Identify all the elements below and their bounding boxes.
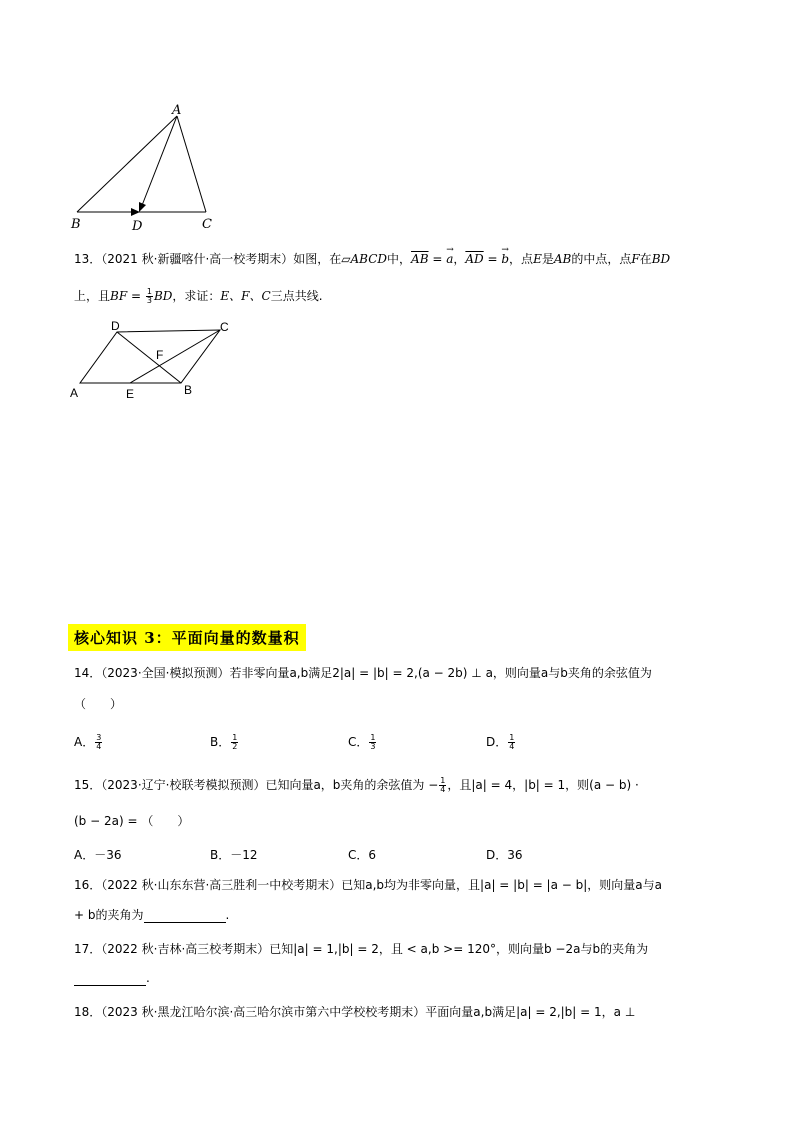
question-number: 14． [74,666,102,680]
question-number: 16． [74,878,102,892]
answer-blank[interactable] [74,973,146,986]
numerator: 1 [440,776,446,785]
question-text: 在 [639,252,652,266]
arrowhead-bd [131,208,140,216]
question-15-line-2: (b − 2a) = （ ） [74,814,190,828]
vector-b: → b [501,251,509,267]
option-label: B． [210,735,231,749]
triangle-figure [60,98,230,236]
numerator: 1 [146,287,152,296]
label-b: B [71,217,81,232]
option-d: D．36 [486,848,523,862]
side-ac [177,116,206,212]
option-a [74,733,103,751]
segment-ab: AB [553,252,572,266]
numerator: 3 [96,733,102,742]
vector-ab: $\overline{AB}$ [411,252,429,266]
question-text: 是 [541,252,554,266]
label-c: C [220,320,229,334]
diagonal-bd [117,332,181,383]
question-source: （2021 秋·新疆喀什·高一校考期末） [101,252,294,266]
label-d: D [132,219,143,234]
numerator: 1 [232,733,238,742]
parallelogram-figure [64,318,244,404]
segment-bd: BD [651,252,671,266]
option-c: C．6 [348,848,377,862]
question-13-line-1 [74,251,670,267]
question-text: 若非零向量a,b满足2|a| = |b| = 2,(a − 2b) ⊥ a，则向量a与b夹角的余弦值为 [229,666,652,680]
label-d: D [111,319,120,333]
question-source: （2023 秋·黑龙江哈尔滨·高三哈尔滨市第六中学校校考期末） [101,1005,426,1019]
equals-sign: = [127,289,145,303]
question-16-line-2 [74,907,229,923]
question-16-line-1 [74,877,662,893]
option-label: A． [74,735,95,749]
option-label: D． [486,735,508,749]
option-c [348,733,377,751]
option-fraction [231,734,238,751]
question-text: ，且|a| = 4，|b| = 1，则(a − b) · [447,778,639,792]
numerator: 1 [509,733,515,742]
question-source: （2023·全国·模拟预测） [101,666,230,680]
vector-a: → a [446,251,453,267]
segment-ec [130,330,220,383]
option-fraction [508,734,515,751]
question-15-line-1 [74,777,639,794]
option-fraction [369,734,376,751]
equals-sign: = [483,252,502,266]
question-text: 已知向量a，b夹角的余弦值为 − [265,778,439,792]
label-c: C [202,217,212,232]
fraction-one-third [146,288,153,305]
section-heading: 核心知识 3：平面向量的数量积 [68,624,306,651]
option-d [486,733,516,751]
question-text: 的中点，点 [571,252,632,266]
question-text: ，求证： [172,289,221,303]
point-e: E [533,252,542,266]
option-b: B．－12 [210,848,258,862]
period: . [225,908,230,922]
segment-bf: BF [110,289,128,303]
denominator: 4 [509,742,515,751]
equals-sign: = [428,252,447,266]
question-text: 已知a,b均为非零向量，且|a| = |b| = |a − b|，则向量a与a [341,878,663,892]
option-label: C． [348,735,369,749]
question-text: ，点 [509,252,534,266]
denominator: 4 [96,742,102,751]
label-f: F [156,348,164,362]
math-abcd: ABCD [350,252,388,266]
question-number: 15． [74,778,102,792]
vector-ad [141,116,177,208]
question-number: 17． [74,942,102,956]
option-b [210,733,239,751]
label-a: A [172,103,182,118]
question-number: 18． [74,1005,102,1019]
question-17-line-1 [74,941,648,957]
question-text: 上，且 [74,289,111,303]
answer-blank[interactable] [144,910,226,923]
question-14-line-1 [74,665,652,681]
denominator: 3 [146,296,152,305]
question-18-line-1 [74,1004,635,1020]
question-number: 13． [74,252,102,266]
denominator: 4 [440,785,446,794]
point-f: F [631,252,640,266]
question-text: 平面向量a,b满足|a| = 2,|b| = 1，a ⊥ [425,1005,636,1019]
denominator: 3 [370,742,376,751]
points-efc: E、F、C [220,289,271,303]
denominator: 2 [232,742,238,751]
question-text: 三点共线. [270,289,323,303]
option-fraction [95,734,102,751]
parallelogram-abcd [80,330,220,383]
numerator: 1 [370,733,376,742]
comma: ， [453,252,466,266]
label-b: B [184,383,193,397]
question-17-line-2 [74,970,150,986]
label-a: A [70,386,79,400]
vector-ad: $\overline{AD}$ [465,252,484,266]
period: . [146,971,150,985]
question-13-line-2 [74,288,323,305]
arrowhead-ad [139,202,146,212]
question-text: 已知|a| = 1,|b| = 2，且 < a,b >= 120°，则向量b −2a与b的夹角为 [269,942,649,956]
question-source: （2022 秋·山东东营·高三胜利一中校考期末） [101,878,342,892]
label-e: E [126,387,135,401]
question-text: 中， [387,252,412,266]
question-source: （2022 秋·吉林·高三校考期末） [101,942,270,956]
question-source: （2023·辽宁·校联考模拟预测） [101,778,266,792]
question-text: + b的夹角为 [74,908,144,922]
question-14-paren: （ ） [74,697,123,711]
segment-bd: BD [153,289,173,303]
question-text: 如图，在▱ [293,252,351,266]
fraction-one-quarter [439,777,446,794]
option-a: A．－36 [74,848,122,862]
side-ab [77,116,177,212]
